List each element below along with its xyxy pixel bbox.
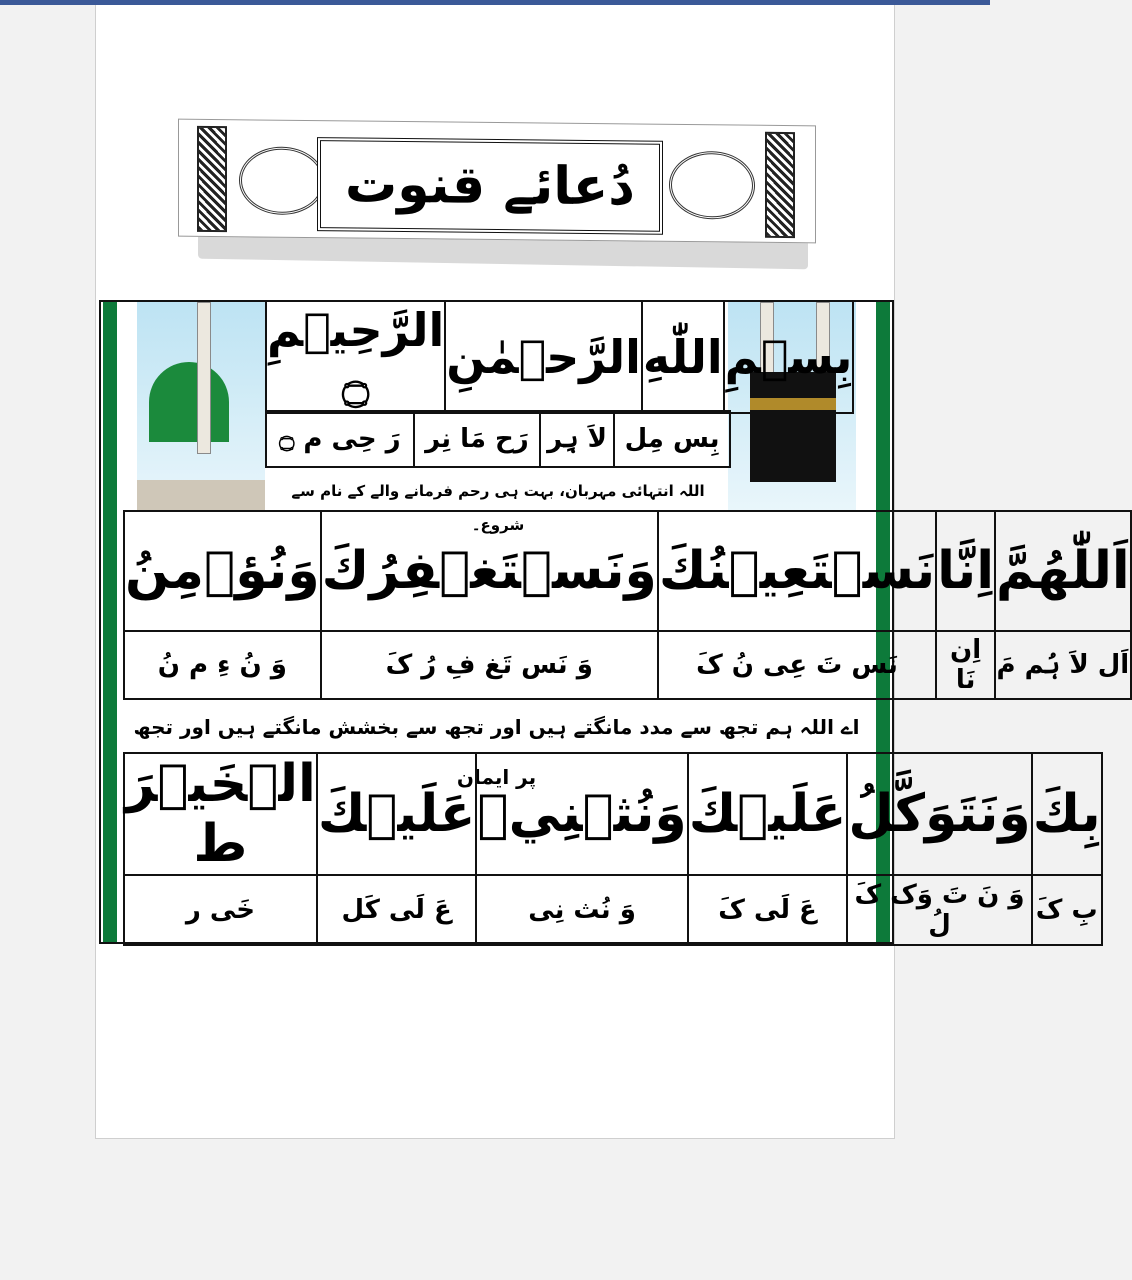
section2-words-table [123,510,1132,700]
syllable-cell: اَل لاَ ہُم مَ [995,631,1131,699]
arabic-word: وَنُثۡنِيۡ [476,753,687,875]
ornament-border-icon [765,132,795,238]
syllable-cell: بِس مِل [614,411,730,467]
banner-title-frame [317,137,663,235]
arabesque-ornament-icon [239,146,325,215]
madinah-green-dome-image [137,302,265,510]
syllable-cell: رَ حِی م ۝ [266,411,414,467]
syllable-cell: وَ نُث نِی [476,875,687,945]
ornament-border-icon [197,126,227,232]
arabic-word: اِنَّا [936,511,995,631]
arabic-word: وَنَتَوَكَّلُ [847,753,1031,875]
syllable-cell: نَس تَ عِی نُ کَ [658,631,936,699]
syllable-cell: وَ نَس تَغ فِ رُ کَ [321,631,658,699]
arabic-word: الرَّحۡمٰنِ [445,301,642,413]
arabic-word: عَلَيۡكَ [317,753,477,875]
arabic-word: وَنَسۡتَغۡفِرُكَ [321,511,658,631]
arabic-word: نَسۡتَعِيۡنُكَ [658,511,936,631]
syllable-cell: اِن نَا [936,631,995,699]
arabic-word: بِسۡمِ [724,301,854,413]
syllable-cell: وَ نَ تَ وَک کَ لُ [847,875,1031,945]
section3-words-table [123,752,1103,946]
mosque-building [137,480,265,510]
section2-translation: اے اللہ ہم تجھ سے مدد مانگتے ہیں اور تجھ سے بخشش مانگتے ہیں اور تجھ پر ایمان [133,715,860,789]
syllable-cell: لاَ ہِر [540,411,614,467]
minaret-icon [197,302,211,454]
syllable-cell: رَح مَا نِر [414,411,540,467]
arabic-word: الرَّحِيۡمِ ۝ [267,303,445,411]
bismillah-syllables-table [265,410,731,468]
arabic-word: عَلَيۡكَ [688,753,848,875]
syllable-cell: وَ نُ ءِ م نُ [124,631,321,699]
arabic-word: وَنُؤۡمِنُ [124,511,321,631]
dua-qunoot-chart [99,300,1130,944]
arabic-word: اَللّٰهُمَّ [995,511,1131,631]
bismillah-translation: اللہ انتہائی مہربان، بہت ہی رحم فرمانے والے کے نام سے شروع۔ [291,482,705,534]
green-dome-icon [149,362,229,442]
green-border-stripe [103,302,117,942]
bismillah-words-table [265,300,854,414]
arabic-word: الۡخَيۡرَ ط [125,754,316,874]
syllable-cell: عَ لَی کَل [317,875,477,945]
syllable-cell: بِ کَ [1032,875,1102,945]
arabic-word: بِكَ [1032,753,1102,875]
banner-title: دُعائے قنوت [345,154,635,218]
arabic-word: اللّٰهِ [642,301,724,413]
syllable-cell: خَی ر [124,875,317,945]
arabesque-ornament-icon [669,151,755,220]
banner-paper [178,119,816,244]
title-banner [178,122,814,238]
syllable-cell: عَ لَی کَ [688,875,848,945]
